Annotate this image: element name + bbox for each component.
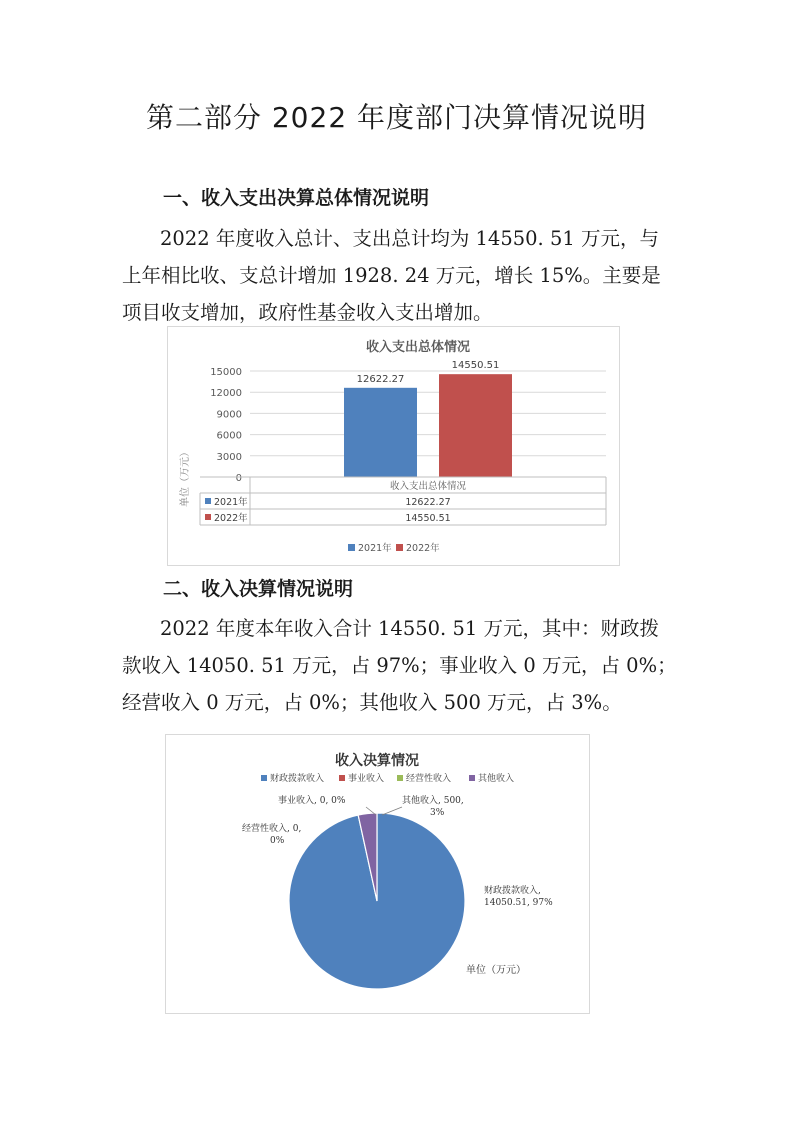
table-legend-key bbox=[205, 498, 211, 504]
legend-label: 经营性收入 bbox=[406, 774, 452, 784]
section-2-paragraph bbox=[122, 610, 682, 721]
bars bbox=[344, 360, 512, 477]
legend-key bbox=[348, 544, 355, 551]
table-value: 12622.27 bbox=[405, 497, 451, 508]
section-1-paragraph bbox=[122, 220, 682, 331]
slice-label: 财政拨款收入, bbox=[484, 886, 541, 896]
category-label: 收入支出总体情况 bbox=[389, 481, 467, 492]
legend-key bbox=[469, 775, 475, 781]
data-table bbox=[200, 477, 606, 525]
y-tick-label: 9000 bbox=[216, 409, 242, 421]
paragraph-line: 款收入 14050. 51 万元，占 97%；事业收入 0 万元，占 0%； bbox=[122, 654, 677, 677]
bar-2022年 bbox=[439, 374, 512, 477]
paragraph-line: 2022 年度收入总计、支出总计均为 14550. 51 万元，与 bbox=[160, 227, 659, 250]
legend-key bbox=[339, 775, 345, 781]
y-tick-label: 3000 bbox=[216, 451, 242, 463]
legend-label: 事业收入 bbox=[348, 774, 385, 784]
bar-chart-title: 收入支出总体情况 bbox=[365, 340, 471, 355]
y-tick-label: 0 bbox=[235, 473, 242, 484]
slices bbox=[289, 813, 465, 989]
data-label: 14550.51 bbox=[451, 360, 500, 372]
y-axis-label: 单位（万元） bbox=[180, 447, 191, 507]
slice-label: 3% bbox=[430, 808, 445, 818]
legend-label: 财政拨款收入 bbox=[270, 774, 325, 784]
legend-label: 2022年 bbox=[406, 543, 440, 554]
section-heading-2: 二、收入决算情况说明 bbox=[163, 578, 354, 600]
table-value: 14550.51 bbox=[405, 513, 451, 524]
legend-label: 2021年 bbox=[358, 543, 392, 554]
table-series-name: 2022年 bbox=[214, 513, 248, 524]
paragraph-line: 上年相比收、支总计增加 1928. 24 万元，增长 15%。主要是 bbox=[122, 264, 661, 287]
y-tick-label: 12000 bbox=[210, 388, 242, 400]
legend-key bbox=[261, 775, 267, 781]
unit-note: 单位（万元） bbox=[466, 965, 526, 976]
paragraph-line: 2022 年度本年收入合计 14550. 51 万元，其中：财政拨 bbox=[160, 617, 659, 640]
paragraph-line: 经营收入 0 万元，占 0%；其他收入 500 万元，占 3%。 bbox=[122, 691, 622, 714]
pie-chart-container bbox=[165, 734, 590, 1014]
pie-chart-title: 收入决算情况 bbox=[335, 753, 419, 769]
section-heading-1: 一、收入支出决算总体情况说明 bbox=[163, 187, 430, 209]
legend-key bbox=[397, 775, 403, 781]
legend-key bbox=[396, 544, 403, 551]
bar-chart bbox=[168, 327, 619, 565]
grid-lines bbox=[250, 371, 606, 477]
y-tick-label: 6000 bbox=[216, 430, 242, 442]
data-label: 12622.27 bbox=[356, 373, 405, 385]
slice-label: 0% bbox=[270, 836, 285, 846]
legend bbox=[348, 542, 440, 554]
bar-2021年 bbox=[344, 388, 417, 477]
pie-chart bbox=[166, 735, 589, 1013]
table-series-name: 2021年 bbox=[214, 497, 248, 508]
paragraph-line: 项目收支增加，政府性基金收入支出增加。 bbox=[122, 301, 493, 324]
y-tick-label: 15000 bbox=[210, 367, 242, 378]
legend bbox=[261, 772, 514, 784]
y-tick-labels bbox=[210, 367, 242, 484]
page-title: 第二部分 2022 年度部门决算情况说明 bbox=[145, 101, 648, 134]
slice-label: 其他收入, 500, bbox=[402, 796, 464, 806]
slice-label: 事业收入, 0, 0% bbox=[278, 796, 346, 806]
slice-label: 14050.51, 97% bbox=[484, 898, 553, 908]
slice-label: 经营性收入, 0, bbox=[242, 824, 302, 834]
bar-chart-container bbox=[167, 326, 620, 566]
table-legend-key bbox=[205, 514, 211, 520]
legend-label: 其他收入 bbox=[478, 774, 515, 784]
